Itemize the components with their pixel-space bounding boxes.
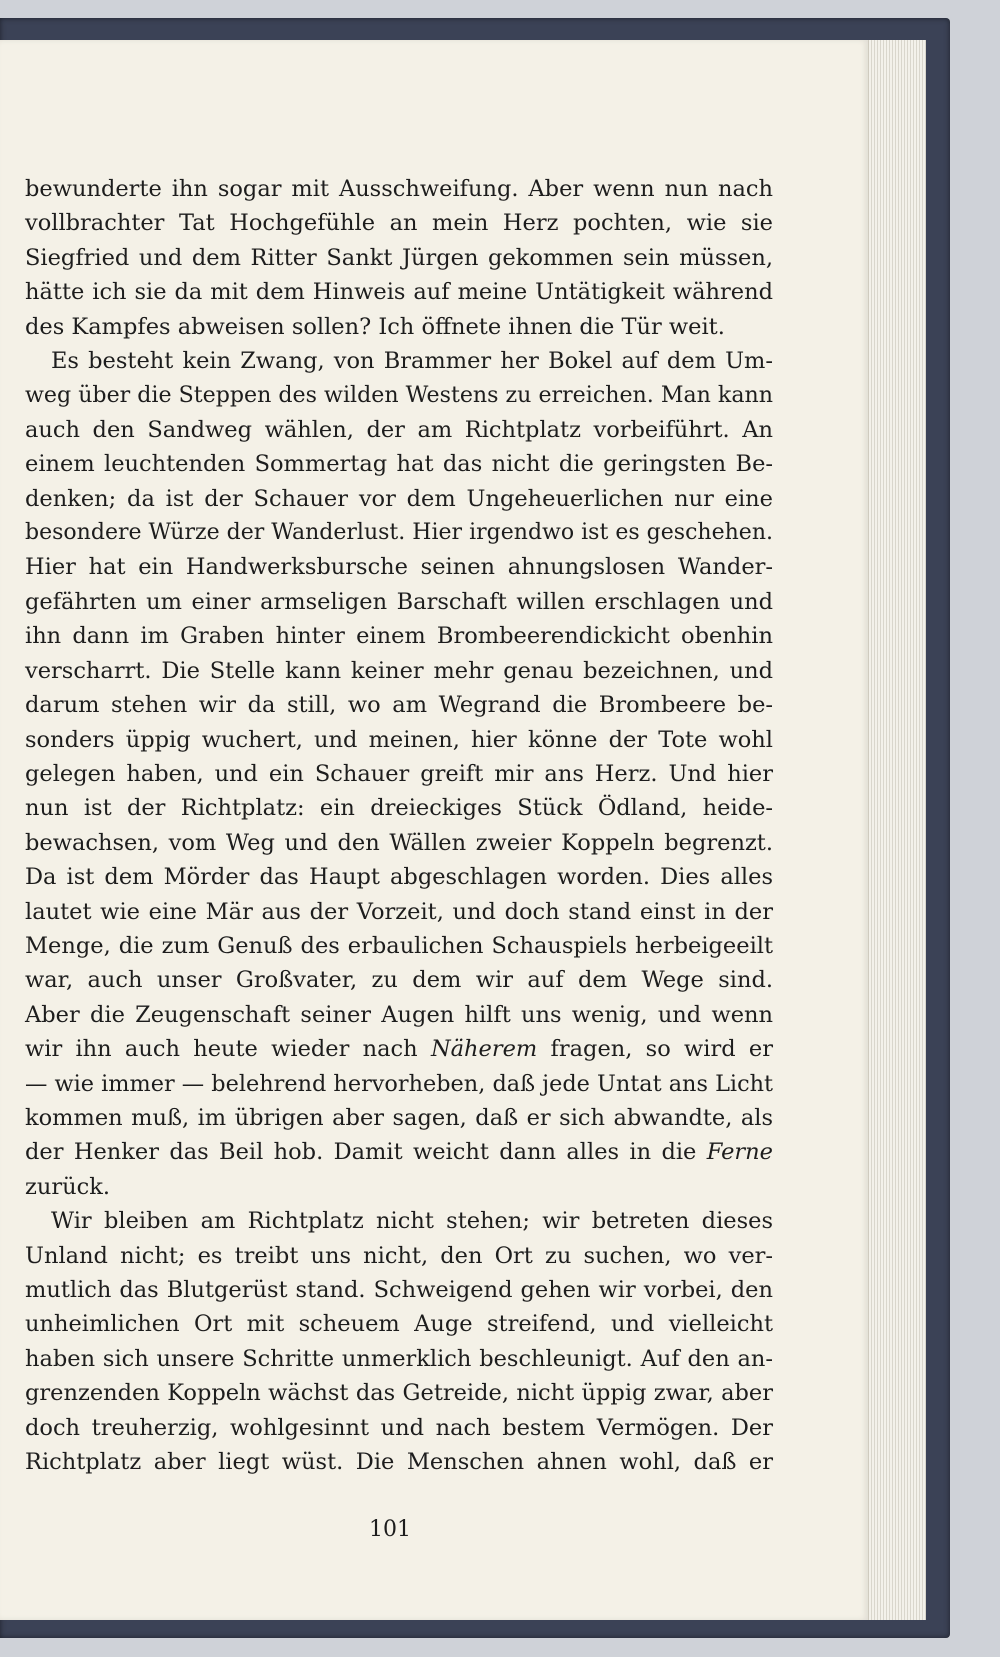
page-edges: [868, 40, 926, 1620]
text-line: sonders üppig wuchert, und meinen, hier könne der Tote wohl: [25, 726, 773, 753]
text-line: mutlich das Blutgerüst stand. Schweigend gehen wir vorbei, den: [25, 1277, 773, 1303]
text-line: einem leuchtenden Sommertag hat das nicht die geringsten Be-: [25, 451, 773, 478]
text-run: fragen, so wird er: [537, 1036, 773, 1063]
body-text: [25, 172, 773, 1479]
emphasis-text: Näherem: [430, 1036, 538, 1063]
text-run: wir ihn auch heute wieder nach: [25, 1036, 431, 1063]
text-line: war, auch unser Großvater, zu dem wir auf dem Wege sind.: [25, 967, 773, 994]
book-page: [0, 40, 868, 1620]
text-line: Hier hat ein Handwerksbursche seinen ahnungslosen Wander-: [25, 554, 773, 581]
text-line: — wie immer — belehrend hervorheben, daß jede Untat ans Licht: [25, 1070, 774, 1097]
text-line: lautet wie eine Mär aus der Vorzeit, und doch stand einst in der: [25, 898, 773, 925]
text-line: hätte ich sie da mit dem Hinweis auf meine Untätigkeit während: [25, 279, 773, 306]
page-number: 101: [369, 1517, 411, 1542]
text-line: vollbrachter Tat Hochgefühle an mein Herz pochten, wie sie: [25, 210, 773, 237]
text-line: Aber die Zeugenschaft seiner Augen hilft uns wenig, und wenn: [25, 1001, 773, 1028]
text-line: verscharrt. Die Stelle kann keiner mehr genau bezeichnen, und: [25, 657, 773, 684]
text-line: nun ist der Richtplatz: ein dreieckiges Stück Ödland, heide-: [25, 795, 773, 822]
text-line: Es besteht kein Zwang, von Brammer her Bokel auf dem Um-: [51, 348, 773, 375]
text-run: der Henker das Beil hob. Damit weicht dann alles in die: [25, 1139, 707, 1166]
text-line: haben sich unsere Schritte unmerklich beschleunigt. Auf den an-: [25, 1345, 773, 1372]
text-line: ihn dann im Graben hinter einem Brombeerendickicht obenhin: [25, 623, 773, 650]
text-line: zurück.: [25, 1173, 110, 1200]
text-line: [25, 1032, 773, 1066]
text-line: bewachsen, vom Weg und den Wällen zweier Koppeln begrenzt.: [25, 829, 773, 856]
text-line: [25, 1135, 773, 1169]
text-line: Siegfried und dem Ritter Sankt Jürgen gekommen sein müssen,: [25, 244, 773, 271]
text-line: besondere Würze der Wanderlust. Hier irgendwo ist es geschehen.: [25, 520, 773, 546]
emphasis-text: Ferne: [706, 1139, 773, 1166]
paragraph-1: [25, 172, 773, 344]
text-line: kommen muß, im übrigen aber sagen, daß er sich abwandte, als: [25, 1104, 773, 1131]
text-line: weg über die Steppen des wilden Westens zu erreichen. Man kann: [25, 382, 773, 409]
text-line: darum stehen wir da still, wo am Wegrand die Brombeere be-: [25, 692, 773, 719]
text-line: Wir bleiben am Richtplatz nicht stehen; wir betreten dieses: [51, 1208, 773, 1235]
text-line: gefährten um einer armseligen Barschaft willen erschlagen und: [25, 588, 773, 615]
text-line: denken; da ist der Schauer vor dem Ungeheuerlichen nur eine: [25, 485, 773, 512]
text-line: unheimlichen Ort mit scheuem Auge streifend, und vielleicht: [25, 1311, 773, 1338]
text-line: gelegen haben, und ein Schauer greift mir ans Herz. Und hier: [25, 760, 773, 787]
text-line: bewunderte ihn sogar mit Ausschweifung. Aber wenn nun nach: [25, 176, 773, 202]
text-line: Menge, die zum Genuß des erbaulichen Schauspiels herbeigeeilt: [25, 932, 773, 959]
text-line: Da ist dem Mörder das Haupt abgeschlagen worden. Dies alles: [25, 864, 773, 891]
text-line: doch treuherzig, wohlgesinnt und nach bestem Vermögen. Der: [25, 1414, 773, 1441]
text-line: des Kampfes abweisen sollen? Ich öffnete ihnen die Tür weit.: [25, 313, 725, 340]
paragraph-3: [25, 1204, 773, 1479]
text-line: Unland nicht; es treibt uns nicht, den Ort zu suchen, wo ver-: [25, 1242, 773, 1269]
text-line: auch den Sandweg wählen, der am Richtplatz vorbeiführt. An: [25, 416, 773, 443]
paragraph-2: [25, 344, 773, 1204]
text-line: Richtplatz aber liegt wüst. Die Menschen ahnen wohl, daß er: [25, 1449, 773, 1476]
text-line: grenzenden Koppeln wächst das Getreide, nicht üppig zwar, aber: [25, 1380, 773, 1407]
